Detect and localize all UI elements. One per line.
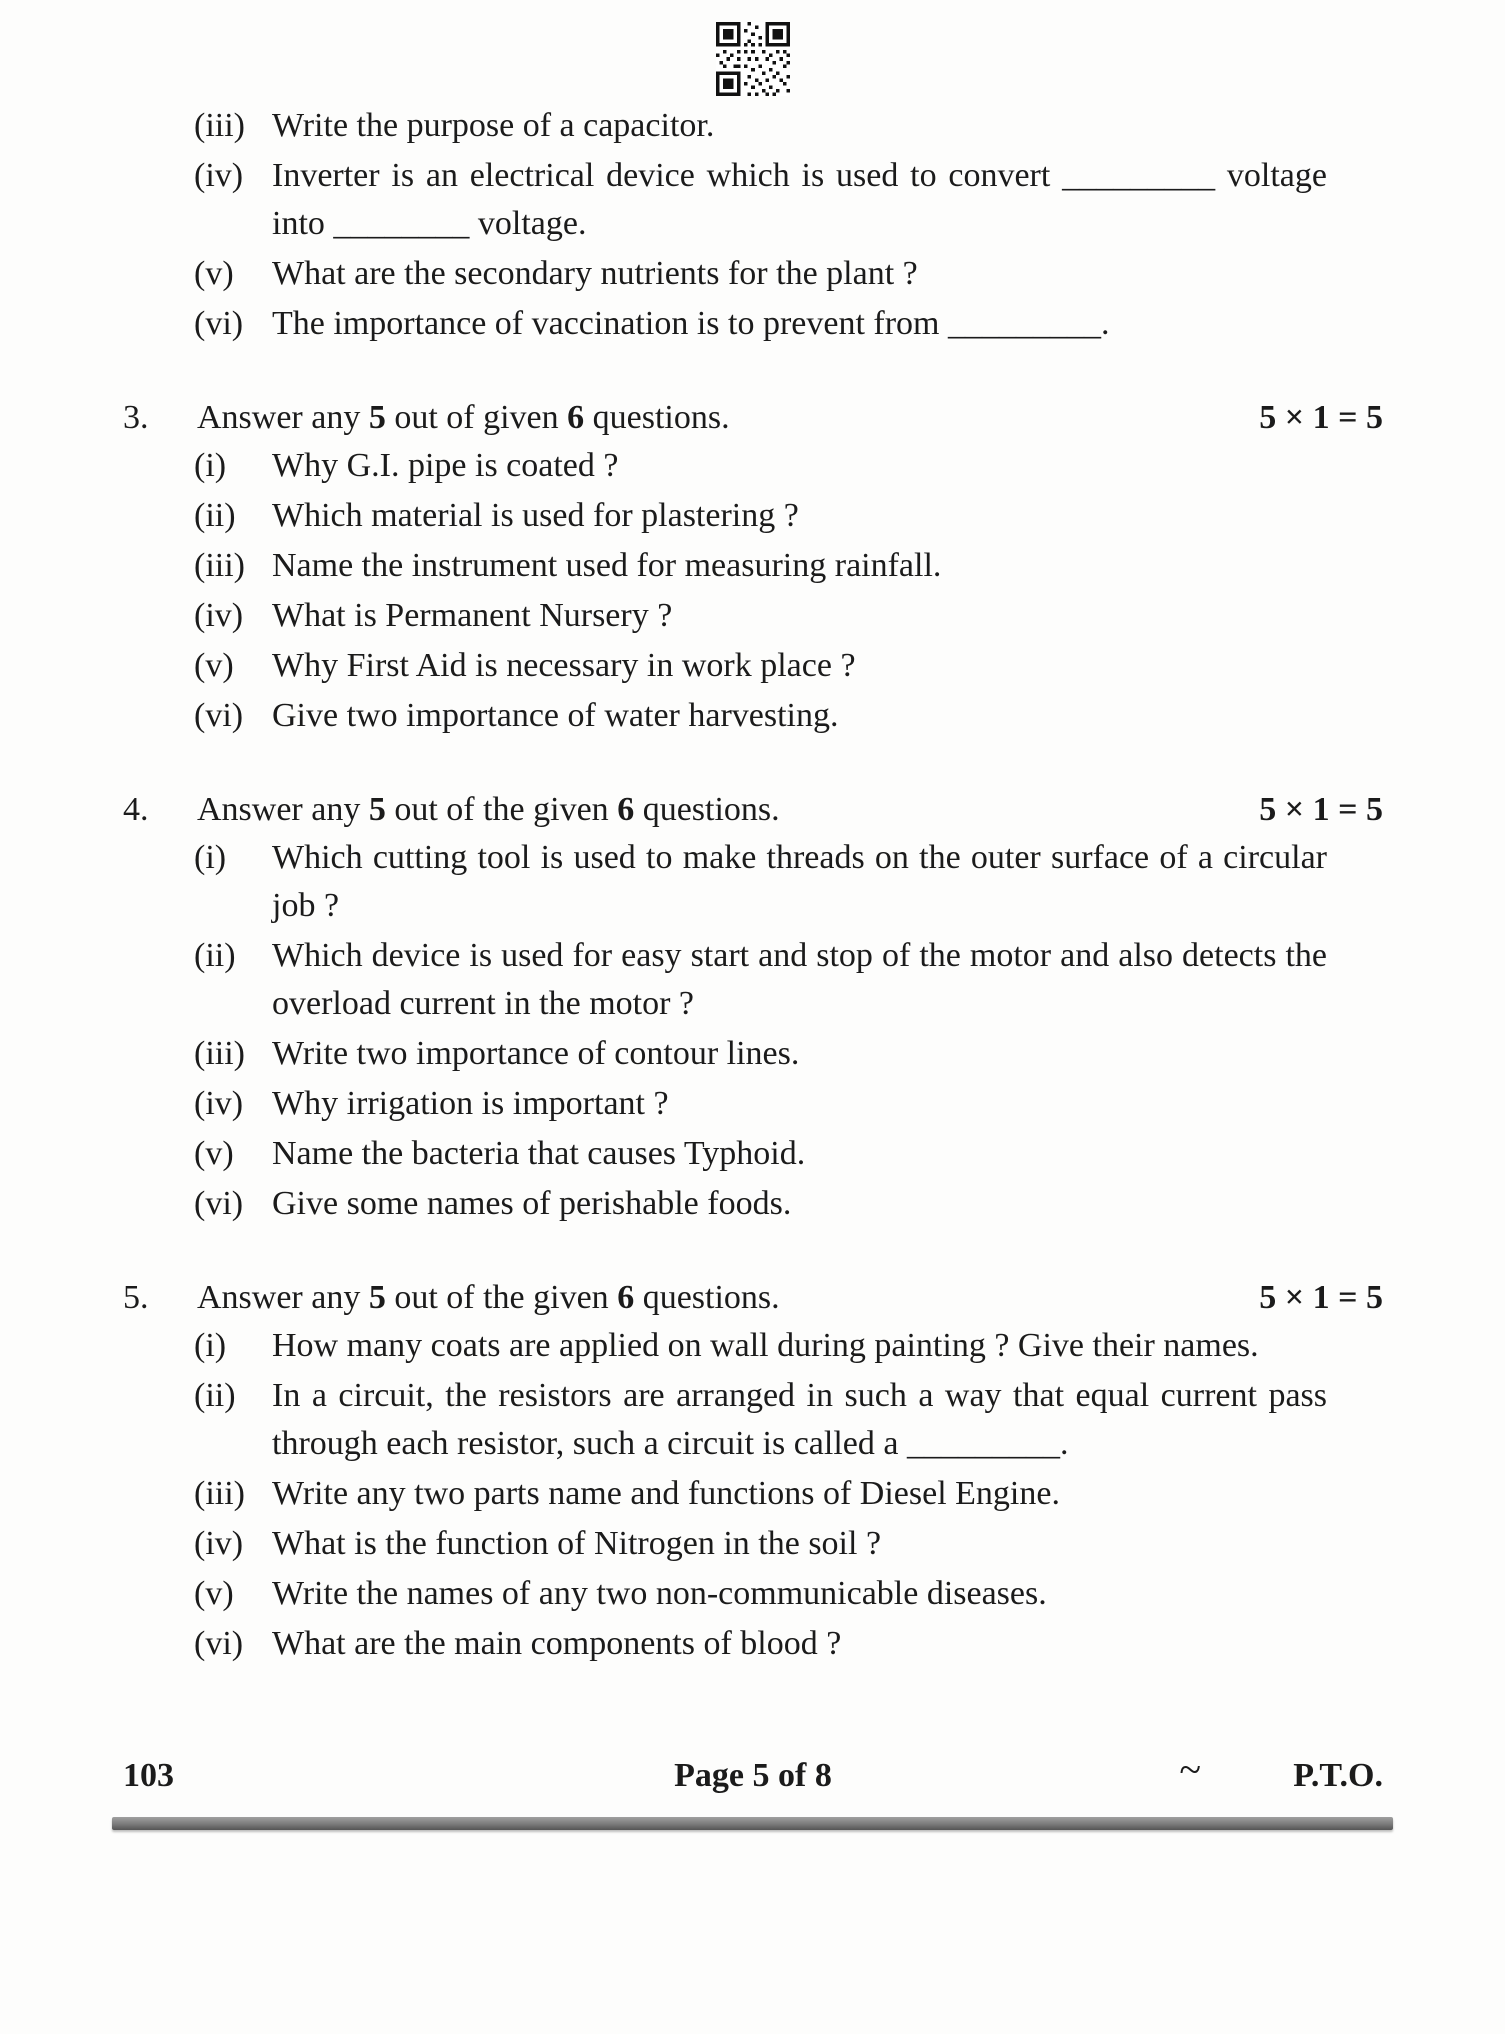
- item-number: (ii): [194, 497, 236, 534]
- question-item: [194, 1372, 1383, 1468]
- item-text: Give some names of perishable foods.: [272, 1185, 792, 1222]
- header-bold-part: 5: [368, 791, 386, 828]
- tilde-mark: ~: [1179, 1747, 1201, 1792]
- item-number: (ii): [194, 1377, 236, 1414]
- item-number: (iv): [194, 157, 244, 194]
- marks-label: 5 × 1 = 5: [1259, 399, 1383, 436]
- page-footer: [123, 1747, 1383, 1800]
- item-text: What are the main components of blood ?: [272, 1625, 842, 1662]
- item-text: Which material is used for plastering ?: [272, 497, 799, 534]
- item-number: (iv): [194, 1525, 244, 1562]
- item-text: Why G.I. pipe is coated ?: [272, 447, 619, 484]
- item-number: (i): [194, 1327, 227, 1364]
- header-text-part: Answer any: [197, 399, 369, 436]
- question-item: [194, 250, 1383, 298]
- item-text: The importance of vaccination is to prevent from _________.: [272, 305, 1110, 342]
- item-number: (v): [194, 1135, 234, 1172]
- item-number: (iv): [194, 1085, 244, 1122]
- header-bold-part: 6: [567, 399, 585, 436]
- question-item: [194, 692, 1383, 740]
- pto-label: P.T.O.: [1293, 1757, 1383, 1794]
- header-text-part: questions.: [634, 1279, 780, 1316]
- item-number: (v): [194, 647, 234, 684]
- item-text: Inverter is an electrical device which is used to convert _________ voltage into ________ voltage.: [272, 157, 1327, 242]
- item-number: (ii): [194, 937, 236, 974]
- section-header: [123, 786, 1383, 834]
- header-text-part: out of the given: [385, 1279, 618, 1316]
- item-text: Write the purpose of a capacitor.: [272, 107, 715, 144]
- page-number: Page 5 of 8: [674, 1757, 832, 1794]
- question-item: [194, 1322, 1383, 1370]
- header-text-part: Answer any: [197, 791, 369, 828]
- item-text: What is Permanent Nursery ?: [272, 597, 673, 634]
- section-header-text: [197, 1274, 780, 1322]
- item-number: (iv): [194, 597, 244, 634]
- item-text: Which cutting tool is used to make threads on the outer surface of a circular job ?: [272, 839, 1327, 924]
- section-number: 4.: [123, 791, 149, 828]
- header-text-part: out of the given: [385, 791, 618, 828]
- section-header: [123, 1274, 1383, 1322]
- question-section-4: [123, 786, 1383, 1228]
- question-item: [194, 1620, 1383, 1668]
- question-item: [194, 542, 1383, 590]
- item-number: (iii): [194, 1035, 245, 1072]
- item-number: (vi): [194, 1185, 244, 1222]
- bottom-divider-bar: [112, 1817, 1393, 1830]
- question-item: [194, 1570, 1383, 1618]
- item-text: What are the secondary nutrients for the plant ?: [272, 255, 918, 292]
- question-item: [194, 1080, 1383, 1128]
- section-header: [123, 394, 1383, 442]
- header-text-part: out of given: [385, 399, 568, 436]
- header-bold-part: 5: [368, 1279, 386, 1316]
- section-number: 3.: [123, 399, 149, 436]
- item-number: (vi): [194, 1625, 244, 1662]
- item-text: Why First Aid is necessary in work place ?: [272, 647, 856, 684]
- question-item: [194, 1180, 1383, 1228]
- question-section-3: [123, 394, 1383, 740]
- item-number: (iii): [194, 547, 245, 584]
- header-bold-part: 5: [368, 399, 386, 436]
- section-header-text: [197, 394, 730, 442]
- item-text: Why irrigation is important ?: [272, 1085, 669, 1122]
- question-item: [194, 932, 1383, 1028]
- item-text: Name the instrument used for measuring rainfall.: [272, 547, 942, 584]
- question-item: [194, 642, 1383, 690]
- item-text: In a circuit, the resistors are arranged in such a way that equal current pass through each resistor, such a circuit is called a _________.: [272, 1377, 1327, 1462]
- header-bold-part: 6: [617, 791, 635, 828]
- item-number: (iii): [194, 1475, 245, 1512]
- item-text: What is the function of Nitrogen in the soil ?: [272, 1525, 882, 1562]
- question-item: [194, 492, 1383, 540]
- item-number: (vi): [194, 697, 244, 734]
- item-number: (v): [194, 255, 234, 292]
- marks-label: 5 × 1 = 5: [1259, 791, 1383, 828]
- item-number: (i): [194, 839, 227, 876]
- item-text: How many coats are applied on wall during painting ? Give their names.: [272, 1327, 1259, 1364]
- question-item: [194, 592, 1383, 640]
- question-section-5: [123, 1274, 1383, 1668]
- question-item: [194, 300, 1383, 348]
- item-number: (vi): [194, 305, 244, 342]
- paper-code: 103: [123, 1757, 174, 1794]
- question-item: [194, 834, 1383, 930]
- section-number: 5.: [123, 1279, 149, 1316]
- item-text: Write two importance of contour lines.: [272, 1035, 800, 1072]
- question-item: [194, 152, 1383, 248]
- item-number: (i): [194, 447, 227, 484]
- header-bold-part: 6: [617, 1279, 635, 1316]
- question-item: [194, 442, 1383, 490]
- header-text-part: questions.: [584, 399, 730, 436]
- item-text: Which device is used for easy start and stop of the motor and also detects the overload current in the motor ?: [272, 937, 1327, 1022]
- question-item: [194, 1520, 1383, 1568]
- header-text-part: questions.: [634, 791, 780, 828]
- qr-code-graphic: [716, 22, 790, 96]
- item-number: (iii): [194, 107, 245, 144]
- question-item: [194, 1130, 1383, 1178]
- header-text-part: Answer any: [197, 1279, 369, 1316]
- qr-code: [123, 22, 1383, 96]
- section-header-text: [197, 786, 780, 834]
- item-text: Write the names of any two non-communicable diseases.: [272, 1575, 1047, 1612]
- item-text: Name the bacteria that causes Typhoid.: [272, 1135, 806, 1172]
- item-text: Give two importance of water harvesting.: [272, 697, 839, 734]
- item-number: (v): [194, 1575, 234, 1612]
- question-item: [194, 102, 1383, 150]
- question-item: [194, 1030, 1383, 1078]
- marks-label: 5 × 1 = 5: [1259, 1279, 1383, 1316]
- question-item: [194, 1470, 1383, 1518]
- item-text: Write any two parts name and functions of Diesel Engine.: [272, 1475, 1060, 1512]
